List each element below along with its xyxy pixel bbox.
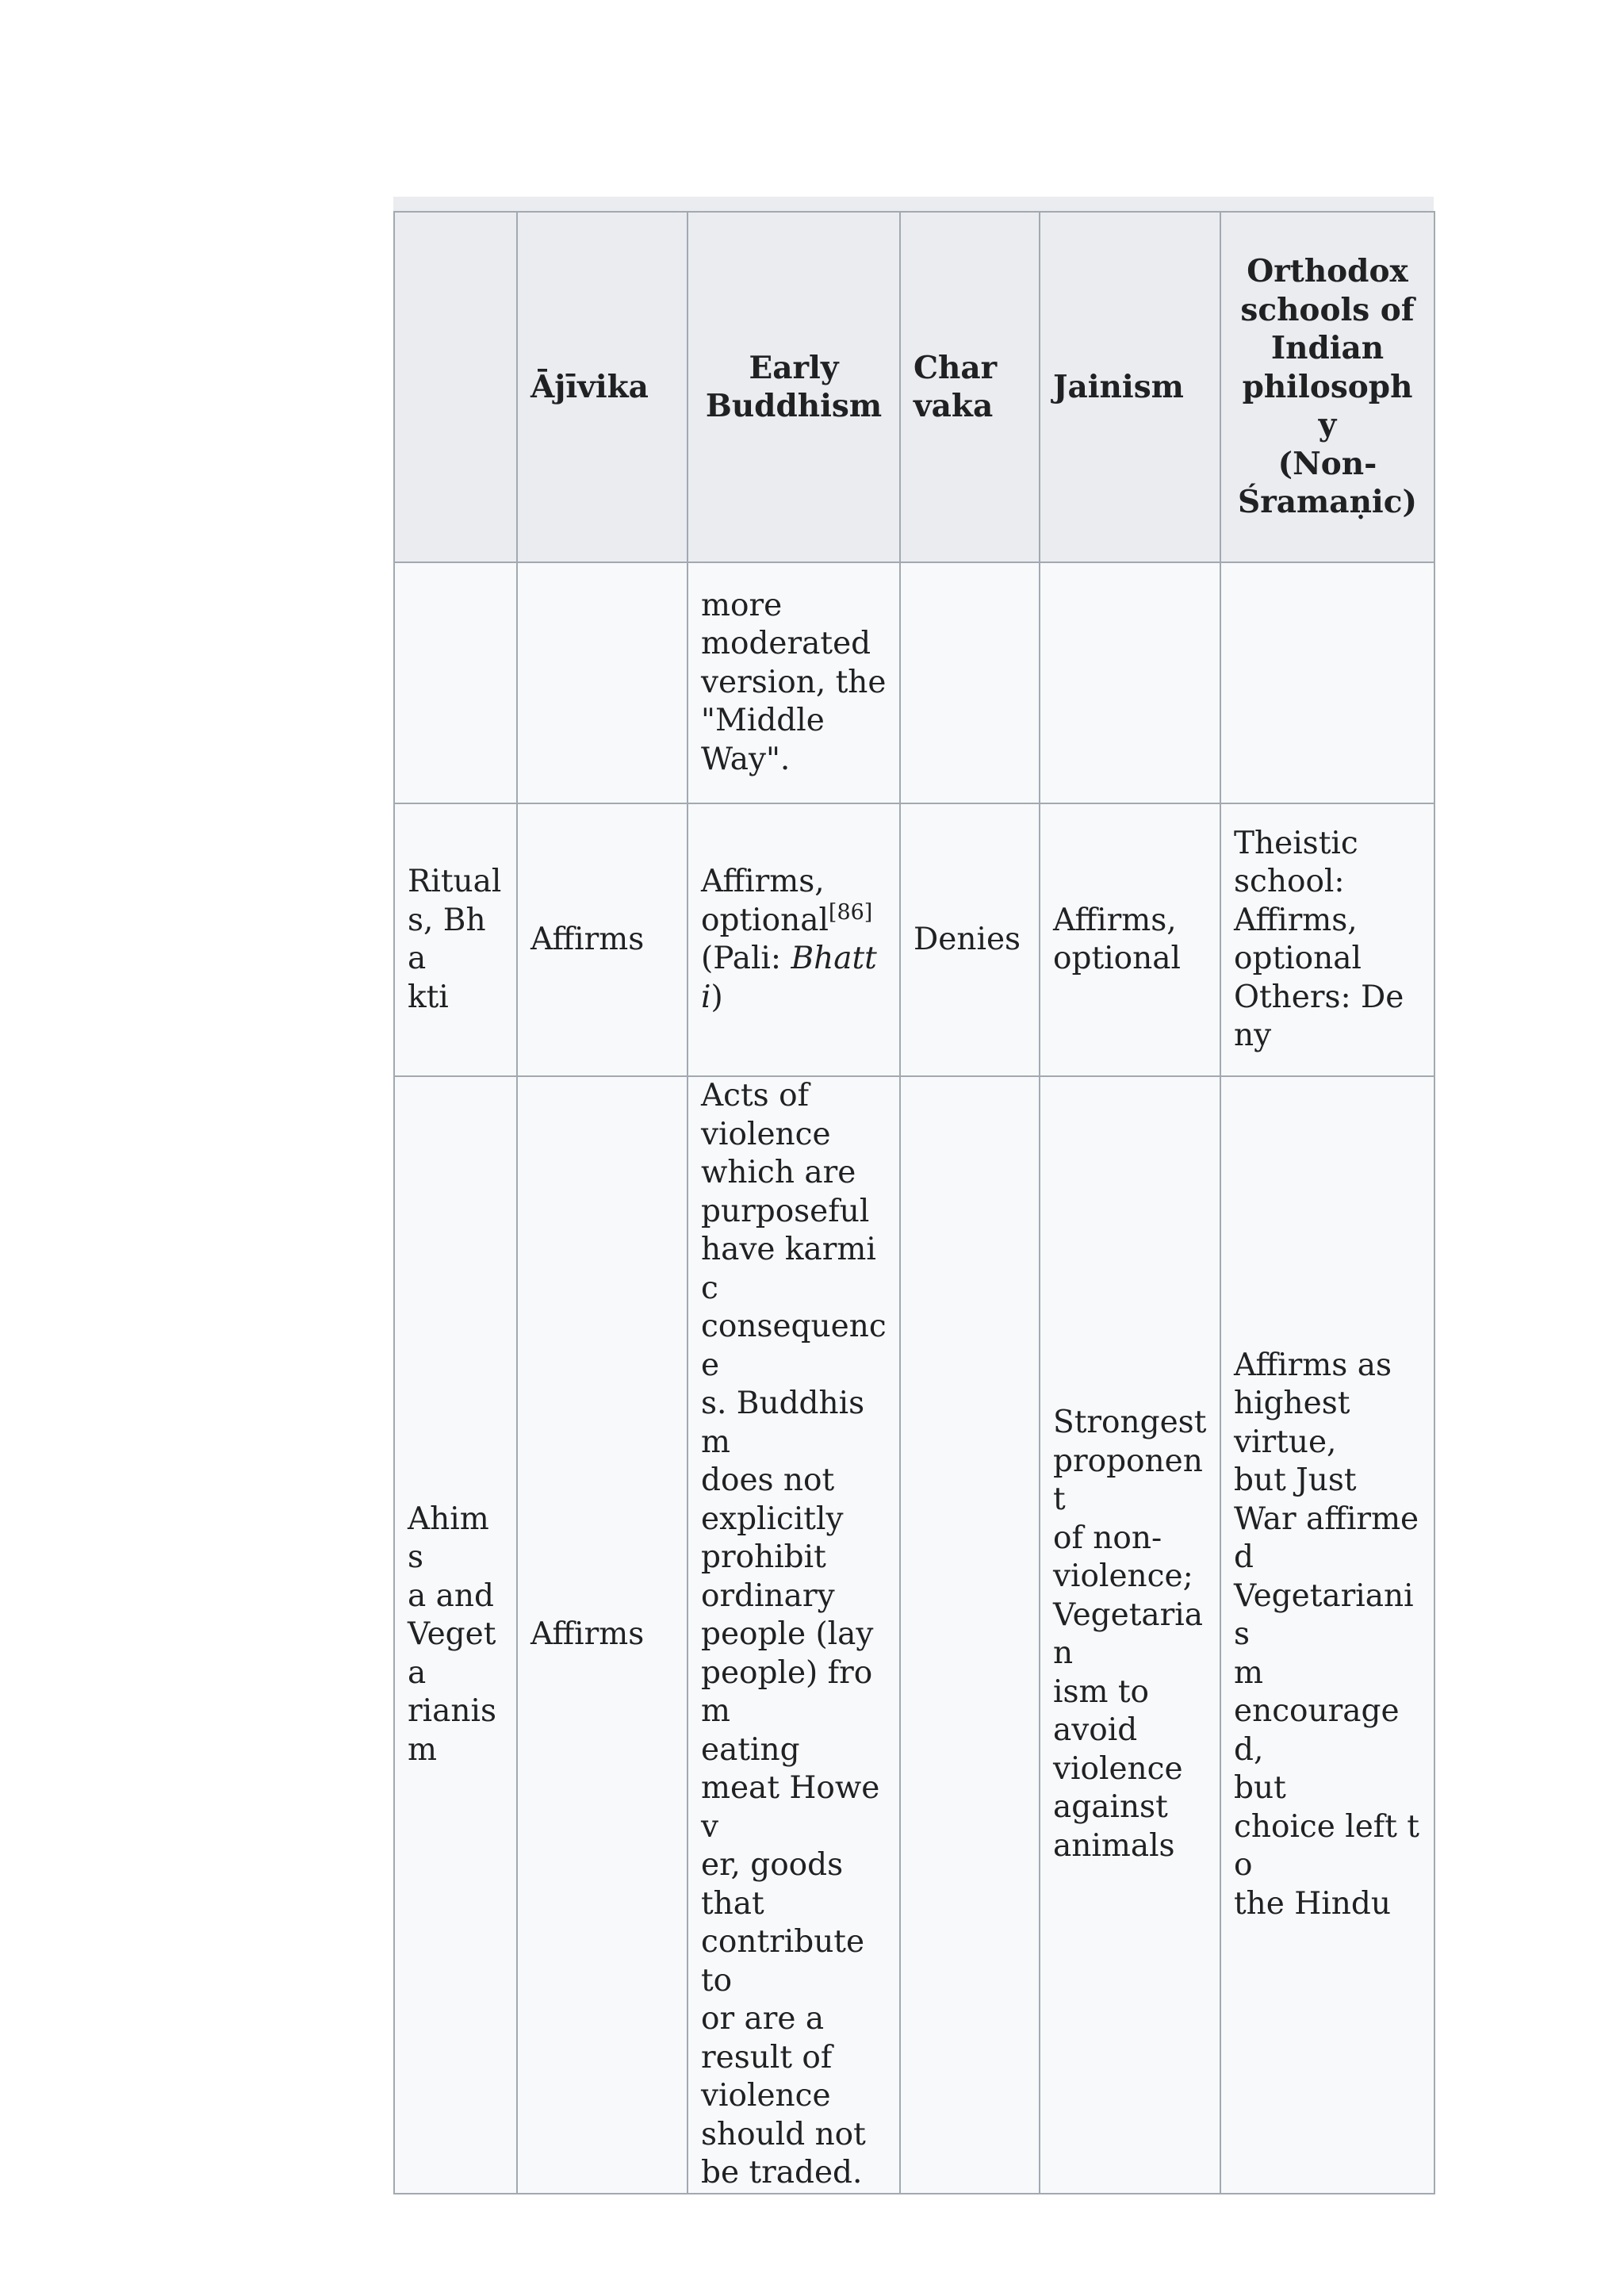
table-row bbox=[394, 562, 1434, 803]
cell-jainism bbox=[1040, 562, 1220, 803]
header-jainism: Jainism bbox=[1040, 212, 1220, 562]
header-row bbox=[394, 212, 1434, 562]
cell-orthodox: Theistic school: Affirms, optional Others: Deny bbox=[1220, 803, 1434, 1076]
header-early-buddhism: Early Buddhism bbox=[688, 212, 900, 562]
row-label: Ritual s, Bha kti bbox=[394, 803, 517, 1076]
row-label: Ahims a and Vegeta rianis m bbox=[394, 1076, 517, 2194]
header-charvaka: Char vaka bbox=[900, 212, 1040, 562]
cell-early-buddhism bbox=[688, 803, 900, 1076]
cell-charvaka bbox=[900, 562, 1040, 803]
cell-jainism: Affirms, optional bbox=[1040, 803, 1220, 1076]
cell-orthodox: Affirms as highest virtue, but Just War affirmed Vegetarianis m encouraged, but choice left to the Hindu bbox=[1220, 1076, 1434, 2194]
row-label bbox=[394, 562, 517, 803]
header-empty-cell bbox=[394, 212, 517, 562]
cell-jainism: Strongest proponent of non- violence; Vegetarian ism to avoid violence against animals bbox=[1040, 1076, 1220, 2194]
cell-ajivika: Affirms bbox=[517, 803, 688, 1076]
table-top-band bbox=[393, 197, 1434, 211]
cell-early-buddhism: Acts of violence which are purposeful have karmic consequence s. Buddhism does not explicitly prohibit ordinary people (lay people) from eating meat Howev er, goods that contribute to or are a result of violence should not be traded. bbox=[688, 1076, 900, 2194]
pali-term: Bhatti bbox=[701, 941, 877, 1015]
header-orthodox-schools: Orthodox schools of Indian philosoph y (Non- Śramaṇic) bbox=[1220, 212, 1434, 562]
table-row bbox=[394, 1076, 1434, 2194]
cell-ajivika bbox=[517, 562, 688, 803]
cell-orthodox bbox=[1220, 562, 1434, 803]
pali-prefix: (Pali: bbox=[701, 941, 791, 976]
cell-text: Affirms, optional bbox=[701, 864, 829, 938]
cell-charvaka bbox=[900, 1076, 1040, 2194]
header-ajivika: Ājīvika bbox=[517, 212, 688, 562]
cell-ajivika: Affirms bbox=[517, 1076, 688, 2194]
cell-early-buddhism: more moderated version, the "Middle Way". bbox=[688, 562, 900, 803]
table-row bbox=[394, 803, 1434, 1076]
pali-close: ) bbox=[710, 979, 723, 1015]
reference-link[interactable]: [86] bbox=[828, 899, 873, 925]
cell-charvaka: Denies bbox=[900, 803, 1040, 1076]
comparison-table bbox=[393, 211, 1435, 2194]
